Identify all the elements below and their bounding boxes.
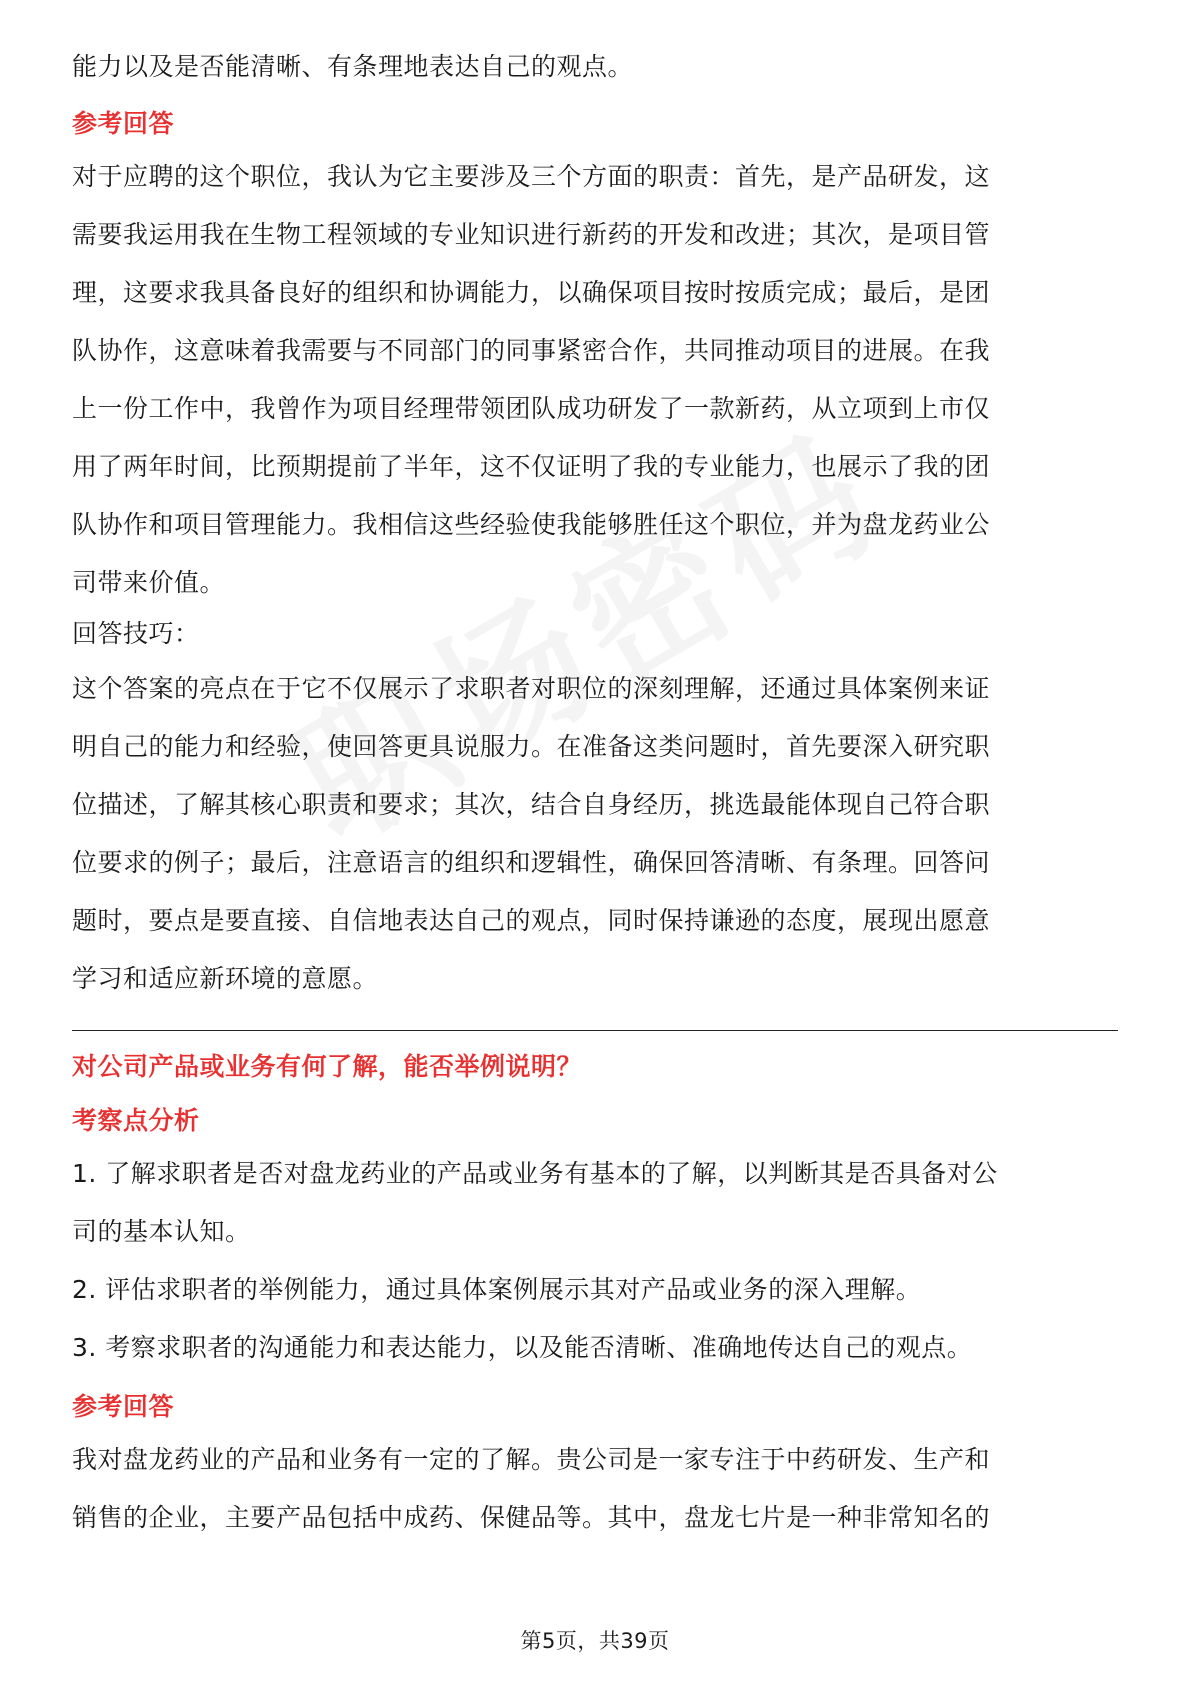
answer-line: 理，这要求我具备良好的组织和协调能力，以确保项目按时按质完成；最后，是团 — [72, 278, 991, 307]
answer-heading: 参考回答 — [72, 1392, 175, 1421]
analysis-body — [72, 1145, 1118, 1377]
analysis-line: 司的基本认知。 — [72, 1217, 251, 1246]
tips-line: 位要求的例子；最后，注意语言的组织和逻辑性，确保回答清晰、有条理。回答问 — [72, 848, 991, 877]
answer-line: 用了两年时间，比预期提前了半年，这不仅证明了我的专业能力，也展示了我的团 — [72, 452, 991, 481]
tips-line: 学习和适应新环境的意愿。 — [72, 964, 379, 993]
tips-line: 题时，要点是要直接、自信地表达自己的观点，同时保持谦逊的态度，展现出愿意 — [72, 906, 991, 935]
page-content — [72, 40, 1118, 1547]
analysis-heading: 考察点分析 — [72, 1106, 200, 1135]
intro-tail-text: 能力以及是否能清晰、有条理地表达自己的观点。 — [72, 52, 634, 81]
answer-line: 司带来价值。 — [72, 568, 226, 597]
answer-line: 队协作，这意味着我需要与不同部门的同事紧密合作，共同推动项目的进展。在我 — [72, 336, 991, 365]
answer-body — [72, 1431, 1118, 1547]
tips-line: 这个答案的亮点在于它不仅展示了求职者对职位的深刻理解，还通过具体案例来证 — [72, 674, 991, 703]
analysis-line: 3. 考察求职者的沟通能力和表达能力，以及能否清晰、准确地传达自己的观点。 — [72, 1333, 973, 1362]
answer-line: 对于应聘的这个职位，我认为它主要涉及三个方面的职责：首先，是产品研发，这 — [72, 162, 991, 191]
page-footer — [0, 1625, 1190, 1655]
tips-body — [72, 660, 1118, 1008]
answer-line: 上一份工作中，我曾作为项目经理带领团队成功研发了一款新药，从立项到上市仅 — [72, 394, 991, 423]
answer-line: 队协作和项目管理能力。我相信这些经验使我能够胜任这个职位，并为盘龙药业公 — [72, 510, 991, 539]
question-heading: 对公司产品或业务有何了解，能否举例说明？ — [72, 1052, 583, 1081]
analysis-line: 2. 评估求职者的举例能力，通过具体案例展示其对产品或业务的深入理解。 — [72, 1275, 922, 1304]
answer-heading: 参考回答 — [72, 109, 175, 138]
answer-line: 销售的企业，主要产品包括中成药、保健品等。其中，盘龙七片是一种非常知名的 — [72, 1503, 991, 1532]
tips-line: 明自己的能力和经验，使回答更具说服力。在准备这类问题时，首先要深入研究职 — [72, 732, 991, 761]
analysis-line: 1. 了解求职者是否对盘龙药业的产品或业务有基本的了解，以判断其是否具备对公 — [72, 1159, 998, 1188]
answer-body — [72, 148, 1118, 612]
page-indicator: 第5页，共39页 — [520, 1629, 670, 1653]
answer-line: 需要我运用我在生物工程领域的专业知识进行新药的开发和改进；其次，是项目管 — [72, 220, 991, 249]
tips-heading: 回答技巧： — [72, 619, 200, 648]
tips-line: 位描述，了解其核心职责和要求；其次，结合自身经历，挑选最能体现自己符合职 — [72, 790, 991, 819]
section-divider — [72, 1030, 1118, 1031]
answer-line: 我对盘龙药业的产品和业务有一定的了解。贵公司是一家专注于中药研发、生产和 — [72, 1445, 991, 1474]
